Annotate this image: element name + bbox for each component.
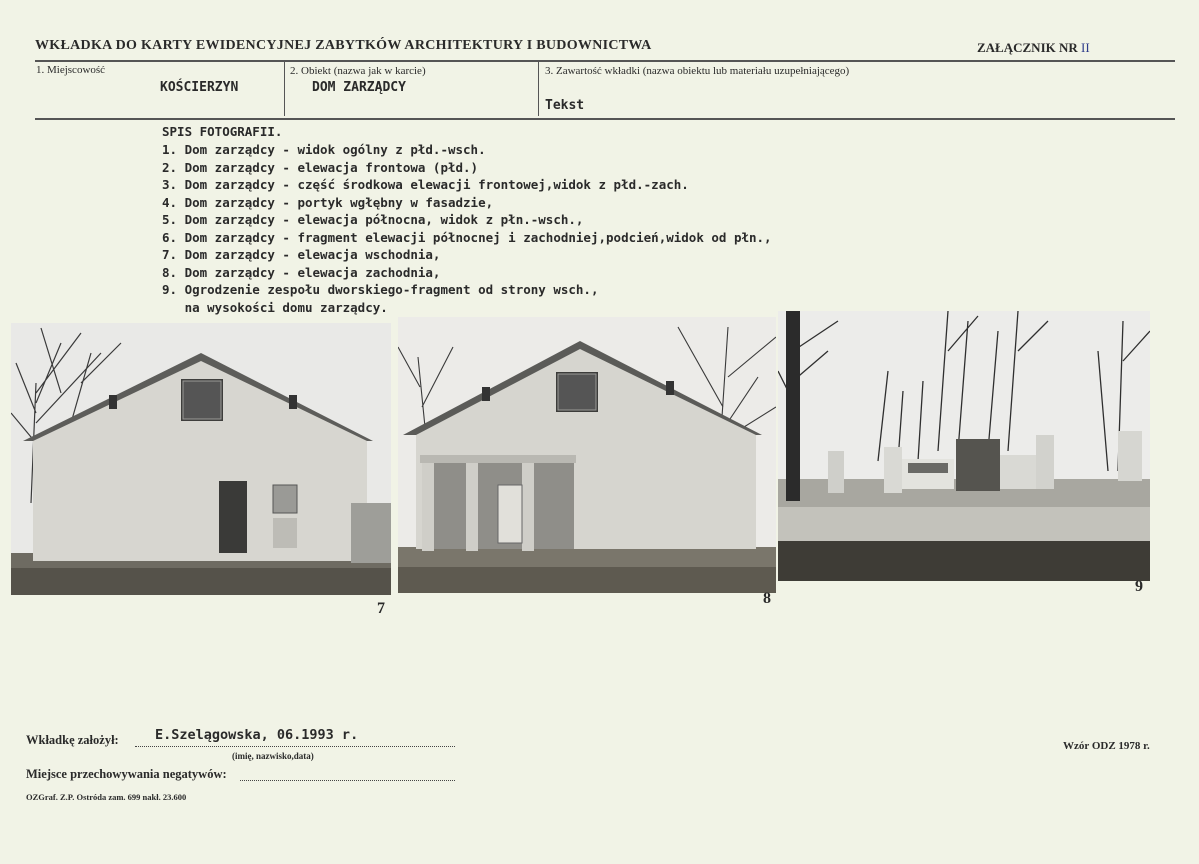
photo-8-number: 8	[763, 590, 771, 607]
print-info: OZGraf. Z.P. Ostróda zam. 699 nakł. 23.600	[26, 792, 187, 802]
header-rule	[35, 60, 1175, 62]
annex-label-text: ZAŁĄCZNIK NR	[977, 40, 1078, 55]
locality-value: KOŚCIERZYN	[160, 80, 239, 95]
photo-list	[162, 142, 772, 317]
list-item: 6. Dom zarządcy - fragment elewacji północnej i zachodniej,podcień,widok od płn.,	[162, 229, 772, 245]
author-hint: (imię, nazwisko,data)	[232, 751, 314, 761]
form-model: Wzór ODZ 1978 r.	[1063, 740, 1150, 752]
field-divider-1	[284, 62, 285, 116]
content-label: 3. Zawartość wkładki (nazwa obiektu lub materiału uzupełniającego)	[545, 65, 850, 77]
storage-label: Miejsce przechowywania negatywów:	[26, 767, 227, 781]
list-item: 4. Dom zarządcy - portyk wgłębny w fasadzie,	[162, 194, 494, 210]
author-label: Wkładkę założył:	[26, 733, 119, 747]
fields-rule	[35, 118, 1175, 120]
object-label: 2. Obiekt (nazwa jak w karcie)	[290, 65, 426, 77]
photo-7	[11, 323, 391, 595]
annex-label	[977, 40, 1090, 56]
list-item: 8. Dom zarządcy - elewacja zachodnia,	[162, 264, 441, 280]
list-item: 9. Ogrodzenie zespołu dworskiego-fragment od strony wsch.,	[162, 282, 599, 297]
content-value: Tekst	[545, 98, 585, 113]
photo-list-heading: SPIS FOTOGRAFII.	[162, 124, 283, 139]
photo-9	[778, 311, 1150, 581]
storage-line	[240, 780, 455, 781]
object-value: DOM ZARZĄDCY	[312, 80, 406, 95]
author-value: E.Szelągowska, 06.1993 r.	[155, 727, 359, 743]
photo-7-number: 7	[377, 600, 385, 617]
form-title: WKŁADKA DO KARTY EWIDENCYJNEJ ZABYTKÓW ARCHITEKTURY I BUDOWNICTWA	[35, 38, 652, 53]
list-item: 3. Dom zarządcy - część środkowa elewacji frontowej,widok z płd.-zach.	[162, 177, 689, 192]
photo-9-number: 9	[1135, 578, 1143, 595]
list-item: 1. Dom zarządcy - widok ogólny z płd.-wsch.	[162, 142, 486, 157]
list-item: 7. Dom zarządcy - elewacja wschodnia,	[162, 247, 441, 262]
list-item: na wysokości domu zarządcy.	[162, 299, 388, 315]
annex-number: II	[1081, 40, 1090, 55]
locality-label: 1. Miejscowość	[36, 64, 106, 76]
photo-8	[398, 317, 776, 593]
list-item: 5. Dom zarządcy - elewacja północna, widok z płn.-wsch.,	[162, 212, 584, 227]
author-line	[135, 746, 455, 747]
list-item: 2. Dom zarządcy - elewacja frontowa (płd.)	[162, 159, 479, 175]
field-divider-2	[538, 62, 539, 116]
